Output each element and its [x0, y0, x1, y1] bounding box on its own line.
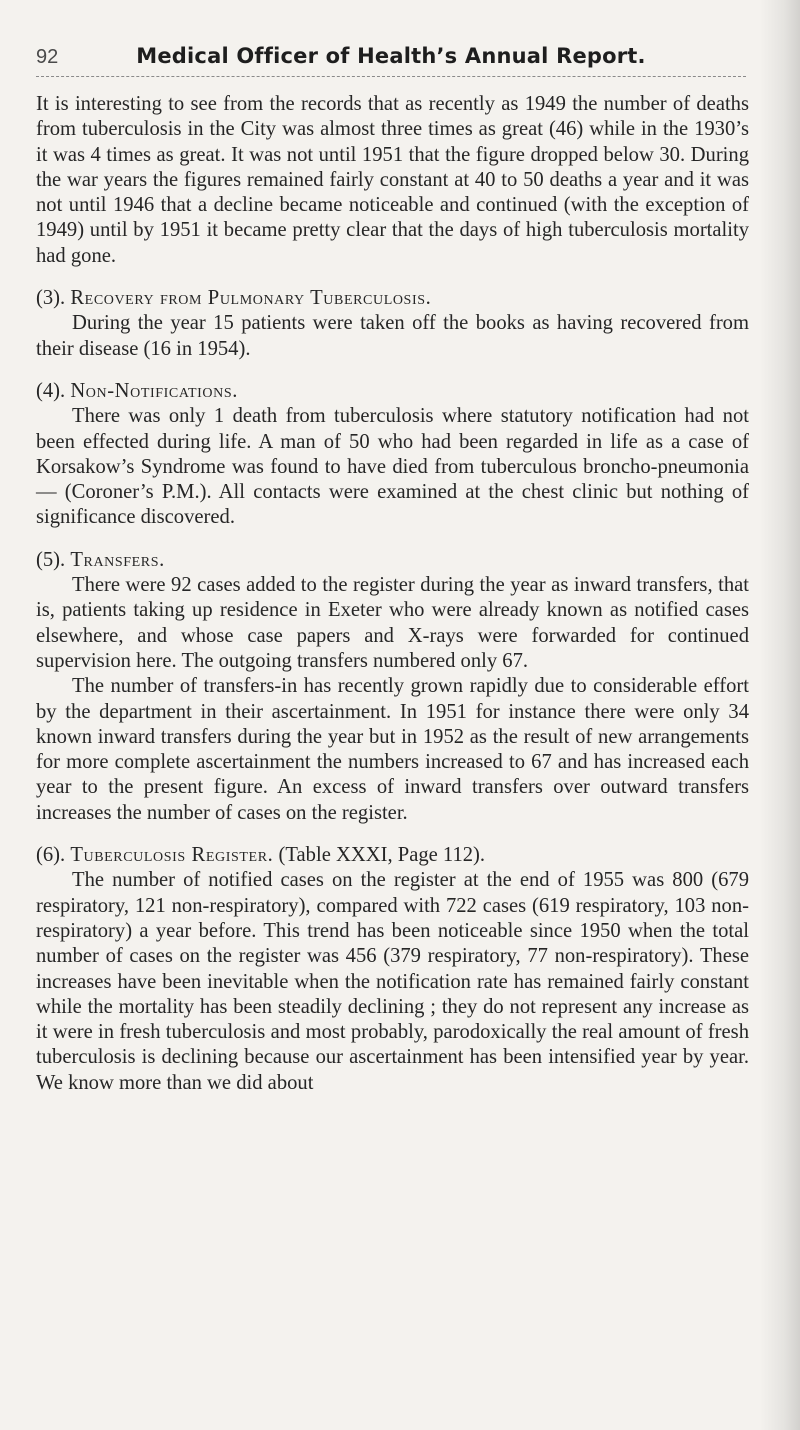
section-paragraph: The number of notified cases on the register at the end of 1955 was 800 (679 respiratory, 121 non-respiratory), compared with 722 cases (619 respiratory, 103 non-respiratory) a year before. This trend has been noticeable since 1950 when the total number of cases on the register was 456 (379 respiratory, 77 non-respiratory). These increases have been inevitable when the notification rate has remained fairly constant while the mortality has been steadily declining ; they do not represent any increase as it were in fresh tuberculosis and most probably, parodoxically the real amount of fresh tuberculosis is declining because our ascertainment has been intensified year by year. We know more than we did about — [36, 869, 749, 1094]
section-number: (4). — [36, 379, 66, 402]
body-text — [36, 92, 749, 1096]
section-transfers — [36, 548, 749, 826]
intro-paragraph: It is interesting to see from the records that as recently as 1949 the number of deaths from tuberculosis in the City was almost three times as great (46) while in the 1930’s it was 4 times as great. It was not until 1951 that the figure dropped below 30. During the war years the figures remained fairly constant at 40 to 50 deaths a year and it was not until 1946 that a decline became noticeable and continued (with the exception of 1949) until by 1951 it became pretty clear that the days of high tuberculosis mortality had gone. — [36, 93, 749, 267]
section-tuberculosis-register — [36, 843, 749, 1096]
section-title: Non-Notifications. — [70, 379, 238, 402]
section-number: (6). — [36, 844, 66, 867]
table-reference: (Table XXXI, Page 112). — [278, 844, 486, 867]
section-title: Recovery from Pulmonary Tuberculosis. — [70, 287, 432, 310]
running-title: Medical Officer of Health’s Annual Report. — [136, 44, 646, 68]
section-paragraph: During the year 15 patients were taken off the books as having recovered from their disease (16 in 1954). — [36, 312, 749, 360]
page-header — [36, 42, 746, 77]
section-paragraph: The number of transfers-in has recently grown rapidly due to considerable effort by the department in their ascertainment. In 1951 for instance there were only 34 known inward transfers during the year but in 1952 as the result of new arrangements for more complete ascertainment the numbers increased to 67 and has increased each year to the present figure. An excess of inward transfers over outward transfers increases the number of cases on the register. — [36, 675, 749, 824]
section-heading — [36, 843, 749, 868]
section-heading — [36, 379, 749, 404]
section-heading — [36, 286, 749, 311]
section-paragraph: There were 92 cases added to the register during the year as inward transfers, that is, patients taking up residence in Exeter who were already known as notified cases elsewhere, and whose case papers and X-rays were forwarded for continued supervision here. The outgoing transfers numbered only 67. — [36, 574, 749, 672]
section-recovery — [36, 286, 749, 362]
page-number: 92 — [36, 46, 59, 68]
section-heading — [36, 548, 749, 573]
section-non-notifications — [36, 379, 749, 531]
section-title: Transfers. — [70, 548, 165, 571]
section-number: (3). — [36, 287, 66, 310]
section-number: (5). — [36, 548, 66, 571]
page-edge-shadow — [760, 0, 800, 1430]
section-paragraph: There was only 1 death from tuberculosis where statutory notification had not been effected during life. A man of 50 who had been regarded in life as a case of Korsakow’s Syndrome was found to have died from tuberculous broncho-pneumonia— (Coroner’s P.M.). All contacts were examined at the chest clinic but nothing of significance discovered. — [36, 405, 749, 529]
section-title: Tuberculosis Register. — [70, 844, 274, 867]
